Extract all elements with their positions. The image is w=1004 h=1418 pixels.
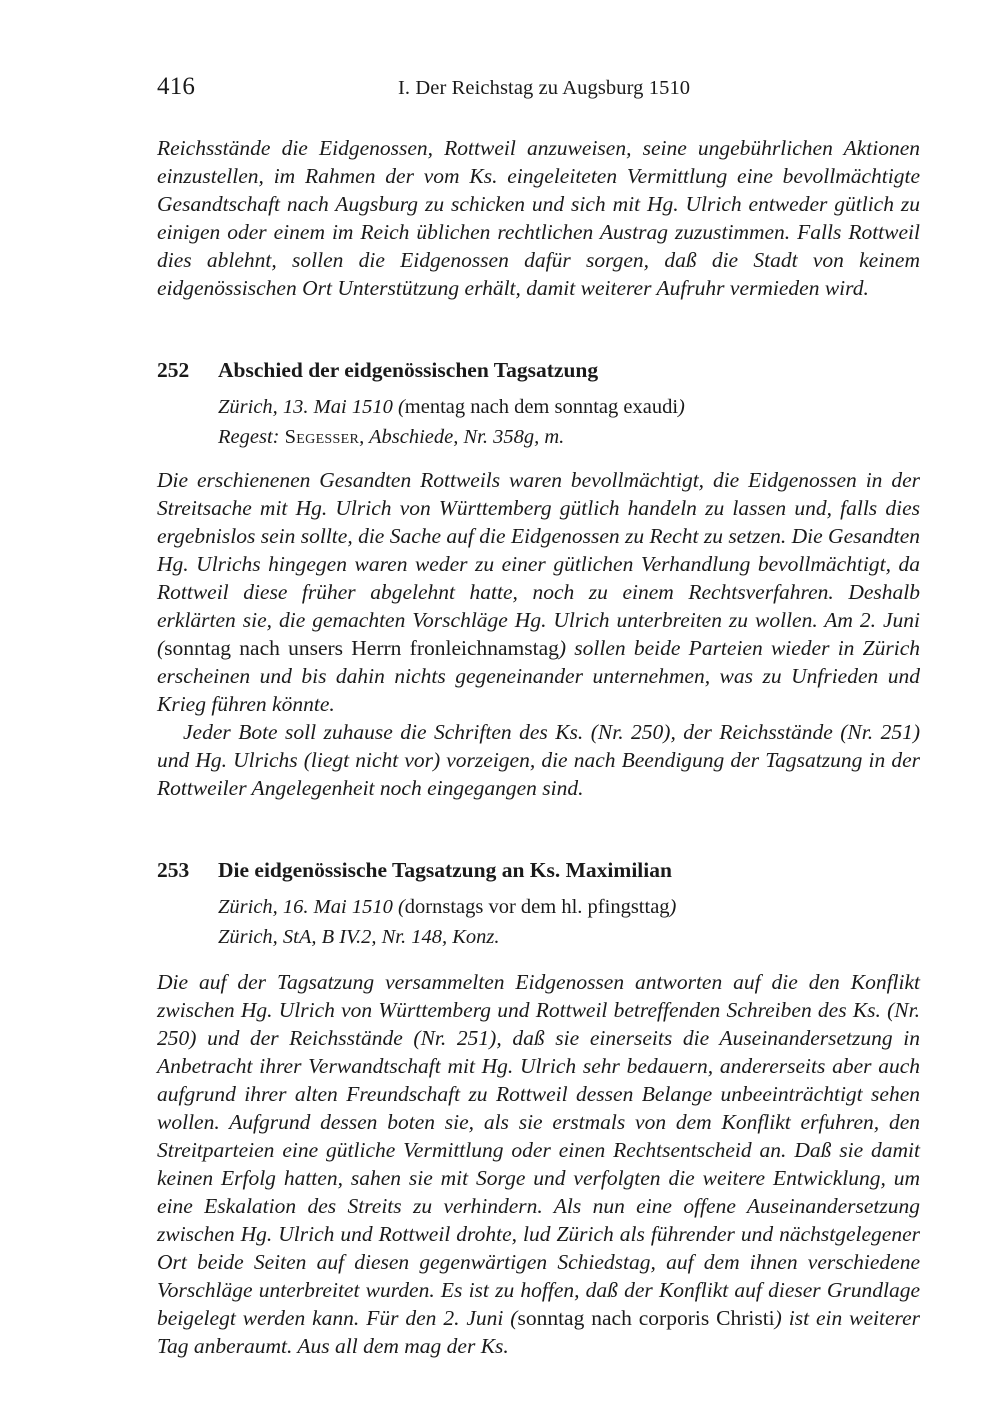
section-253	[157, 855, 920, 1360]
section-253-title: Die eidgenössische Tagsatzung an Ks. Maximilian	[218, 858, 672, 882]
folio-number: 416	[157, 73, 196, 100]
section-253-heading	[157, 855, 920, 885]
section-253-dateline-quote: dornstags vor dem hl. pfingsttag	[404, 896, 670, 918]
section-252-source-label: Regest:	[218, 426, 280, 448]
document-page	[157, 0, 920, 1360]
page-header	[157, 72, 920, 118]
section-252-dateline-place-date: Zürich, 13. Mai 1510 (	[218, 396, 405, 418]
section-252-source	[218, 422, 920, 452]
section-252-title: Abschied der eidgenössischen Tagsatzung	[218, 358, 599, 382]
section-252-paragraph-1	[157, 466, 920, 718]
section-253-paragraph-1	[157, 968, 920, 1360]
section-252-source-author: Segesser	[284, 426, 360, 448]
section-252-source-rest: , Abschiede, Nr. 358g, m.	[359, 426, 565, 448]
run-italic-2: ) sollen beide Parteien wieder in Zürich erscheinen und bis dahin nichts gegeneinander unternehmen, was zu Unfrieden und Krieg führen könnte.	[157, 636, 920, 716]
section-253-dateline	[218, 892, 920, 922]
section-252-dateline	[218, 392, 920, 422]
run-italic-1: Die erschienenen Gesandten Rottweils waren bevollmächtigt, die Eidgenossen in der Streitsache mit Hg. Ulrich von Württemberg gütlich handeln zu lassen und, falls dies ergebnislos sein sollte, die Sache auf die Eidgenossen zu Recht zu setzen. Die Gesandten Hg. Ulrichs hingegen waren weder zu einer gütlichen Verhandlung bevollmächtigt, da Rottweil diese früher abgelehnt hatte, noch zu einem Rechtsverfahren. Deshalb erklärten sie, die gemachten Vorschläge Hg. Ulrich unterbreiten zu wollen. Am 2. Juni (	[157, 468, 920, 660]
section-252-body	[157, 466, 920, 802]
section-252-dateline-close: )	[678, 396, 685, 418]
run-roman-2: sonntag nach corporis Christi	[517, 1306, 775, 1330]
section-252-dateline-quote: mentag nach dem sonntag exaudi	[404, 396, 679, 418]
section-252	[157, 355, 920, 802]
running-head-title: I. Der Reichstag zu Augsburg 1510	[398, 77, 691, 99]
intro-paragraph: Reichsstände die Eidgenossen, Rottweil anzuweisen, seine ungebührlichen Aktionen einzustellen, im Rahmen der vom Ks. eingeleiteten Vermittlung eine bevollmächtigte Gesandtschaft nach Augsburg zu schicken und sich mit Hg. Ulrich entweder gütlich zu einigen oder einem im Reich üblichen rechtlichen Austrag zuzustimmen. Falls Rottweil dies ablehnt, sollen die Eidgenossen dafür sorgen, daß die Stadt von keinem eidgenössischen Ort Unterstützung erhält, damit weiterer Aufruhr vermieden wird.	[157, 136, 920, 300]
section-253-body	[157, 968, 920, 1360]
run-roman-1: sonntag nach unsers Herrn fronleichnamstag	[164, 636, 559, 660]
run-italic-3: Die auf der Tagsatzung versammelten Eidgenossen antworten auf die den Konflikt zwischen Hg. Ulrich von Württemberg und Rottweil betreffenden Schreiben des Ks. (Nr. 250) und der Reichsstände (Nr. 251), daß sie einerseits die Auseinandersetzung in Anbetracht ihrer Verwandtschaft mit Hg. Ulrich sehr bedauern, andererseits aber auch aufgrund ihrer alten Freundschaft zu Rottweil dessen Belange unbeeinträchtigt sehen wollen. Aufgrund dessen boten sie, als sie erstmals von dem Konflikt erfuhren, den Streitparteien eine gütliche Vermittlung oder einen Rechtsentscheid an. Daß sie damit keinen Erfolg hatten, sahen sie mit Sorge und verfolgten die weitere Entwicklung, um eine Eskalation des Streits zu verhindern. Als nun eine offene Auseinandersetzung zwischen Hg. Ulrich und Rottweil drohte, lud Zürich als führender und nächstgelegener Ort beide Seiten auf diesen gegenwärtigen Schiedstag, auf dem ihnen verschiedene Vorschläge unterbreitet wurden. Es ist zu hoffen, daß der Konflikt auf dieser Grundlage beigelegt werden kann. Für den 2. Juni (	[157, 970, 920, 1330]
section-253-dateline-place-date: Zürich, 16. Mai 1510 (	[218, 896, 405, 918]
run-italic-4: ) ist ein weiterer Tag anberaumt. Aus all dem mag der Ks.	[157, 1306, 920, 1358]
section-252-number: 252	[157, 358, 190, 382]
section-253-number: 253	[157, 858, 190, 882]
section-253-dateline-close: )	[669, 896, 677, 918]
section-252-paragraph-2: Jeder Bote soll zuhause die Schriften des Ks. (Nr. 250), der Reichsstände (Nr. 251) und Hg. Ulrichs (liegt nicht vor) vorzeigen, die nach Beendigung der Tagsatzung in der Rottweiler Angelegenheit noch eingegangen sind.	[157, 720, 920, 800]
section-253-source: Zürich, StA, B IV.2, Nr. 148, Konz.	[218, 926, 500, 948]
section-252-heading	[157, 355, 920, 385]
